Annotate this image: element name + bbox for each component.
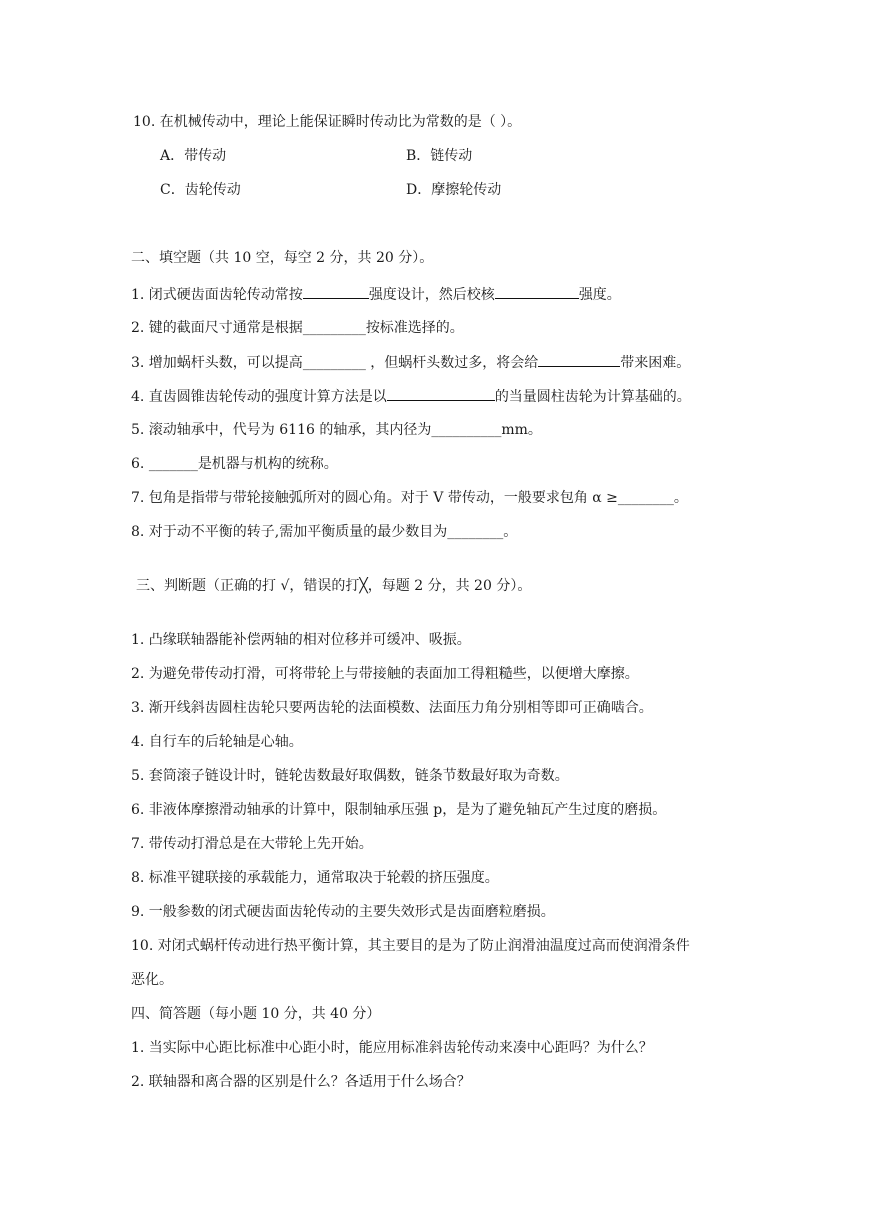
fill-blank-6: _______ bbox=[148, 456, 198, 472]
fill-item-8-post: 。 bbox=[503, 524, 518, 540]
fill-item-1-post: 强度。 bbox=[578, 287, 621, 303]
fill-item-5-post: mm。 bbox=[501, 422, 542, 438]
q10-option-d: D．摩擦轮传动 bbox=[406, 182, 502, 198]
fill-item-2-post: 按标准选择的。 bbox=[365, 320, 464, 336]
q10-stem: 10. 在机械传动中，理论上能保证瞬时传动比为常数的是（ ）。 bbox=[133, 114, 522, 130]
fill-item-3-pre: 3. 增加蜗杆头数，可以提高 bbox=[131, 355, 303, 371]
fill-blank-1a bbox=[303, 284, 369, 299]
fill-item-8-pre: 8. 对于动不平衡的转子,需加平衡质量的最少数目为 bbox=[131, 524, 448, 540]
fill-item-1-mid: 强度设计，然后校核 bbox=[368, 287, 495, 303]
section4-heading: 四、简答题（每小题 10 分，共 40 分） bbox=[131, 1006, 381, 1022]
q10-option-c: C．齿轮传动 bbox=[160, 182, 241, 198]
judge-item-7: 7. 带传动打滑总是在大带轮上先开始。 bbox=[131, 836, 373, 852]
q10-option-b: B．链传动 bbox=[406, 148, 473, 164]
fill-item-6-pre: 6. bbox=[131, 456, 149, 472]
fill-item-7-post: 。 bbox=[673, 490, 688, 506]
short-item-2: 2. 联轴器和离合器的区别是什么？各适用于什么场合？ bbox=[131, 1074, 471, 1090]
fill-item-2-pre: 2. 键的截面尺寸通常是根据 bbox=[131, 320, 303, 336]
fill-item-4-post: 的当量圆柱齿轮为计算基础的。 bbox=[494, 389, 691, 405]
section3-heading: 三、判断题（正确的打 √，错误的打╳，每题 2 分，共 20 分）。 bbox=[136, 578, 532, 594]
fill-blank-8: ________ bbox=[447, 524, 504, 540]
fill-item-1 bbox=[131, 284, 621, 305]
judge-item-8: 8. 标准平键联接的承载能力，通常取决于轮毂的挤压强度。 bbox=[131, 870, 499, 886]
q10-option-a: A．带传动 bbox=[160, 148, 227, 164]
fill-blank-5: __________ bbox=[431, 422, 502, 438]
fill-item-3-post: 带来困难。 bbox=[620, 355, 691, 371]
judge-item-10-cont: 恶化。 bbox=[131, 972, 173, 988]
judge-item-9: 9. 一般参数的闭式硬齿面齿轮传动的主要失效形式是齿面磨粒磨损。 bbox=[131, 904, 555, 920]
section2-heading: 二、填空题（共 10 空，每空 2 分，共 20 分）。 bbox=[131, 250, 434, 266]
fill-blank-4 bbox=[387, 386, 495, 401]
fill-item-1-pre: 1. 闭式硬齿面齿轮传动常按 bbox=[131, 287, 303, 303]
fill-item-4 bbox=[131, 386, 691, 407]
fill-item-3-mid: ，但蜗杆头数过多，将会给 bbox=[365, 355, 539, 371]
short-item-1: 1. 当实际中心距比标准中心距小时，能应用标准斜齿轮传动来凑中心距吗？为什么？ bbox=[131, 1040, 653, 1056]
fill-item-7 bbox=[131, 488, 688, 508]
judge-item-4: 4. 自行车的后轮轴是心轴。 bbox=[131, 734, 303, 750]
fill-item-3 bbox=[131, 352, 690, 373]
fill-blank-7: ________ bbox=[617, 490, 674, 506]
fill-item-6 bbox=[131, 454, 338, 474]
fill-blank-3a: _________ bbox=[302, 355, 366, 371]
judge-item-1: 1. 凸缘联轴器能补偿两轴的相对位移并可缓冲、吸振。 bbox=[131, 632, 471, 648]
judge-item-3: 3. 渐开线斜齿圆柱齿轮只要两齿轮的法面模数、法面压力角分别相等即可正确啮合。 bbox=[131, 700, 653, 716]
judge-item-10: 10. 对闭式蜗杆传动进行热平衡计算，其主要目的是为了防止润滑油温度过高而使润滑条件 bbox=[131, 938, 690, 954]
judge-item-6: 6. 非液体摩擦滑动轴承的计算中，限制轴承压强 p，是为了避免轴瓦产生过度的磨损。 bbox=[131, 802, 667, 818]
fill-item-5-pre: 5. 滚动轴承中，代号为 6116 的轴承，其内径为 bbox=[131, 422, 432, 438]
fill-blank-1b bbox=[495, 284, 579, 299]
fill-item-7-pre: 7. 包角是指带与带轮接触弧所对的圆心角。对于 V 带传动，一般要求包角 α ≥ bbox=[131, 490, 618, 506]
judge-item-2: 2. 为避免带传动打滑，可将带轮上与带接触的表面加工得粗糙些，以便增大摩擦。 bbox=[131, 666, 639, 682]
fill-item-2 bbox=[131, 318, 464, 338]
fill-item-4-pre: 4. 直齿圆锥齿轮传动的强度计算方法是以 bbox=[131, 389, 387, 405]
judge-item-5: 5. 套筒滚子链设计时，链轮齿数最好取偶数，链条节数最好取为奇数。 bbox=[131, 768, 569, 784]
fill-blank-2: _________ bbox=[302, 320, 366, 336]
fill-item-5 bbox=[131, 420, 542, 440]
fill-item-8 bbox=[131, 522, 517, 542]
fill-item-6-post: 是机器与机构的统称。 bbox=[197, 456, 338, 472]
fill-blank-3b bbox=[538, 352, 620, 367]
